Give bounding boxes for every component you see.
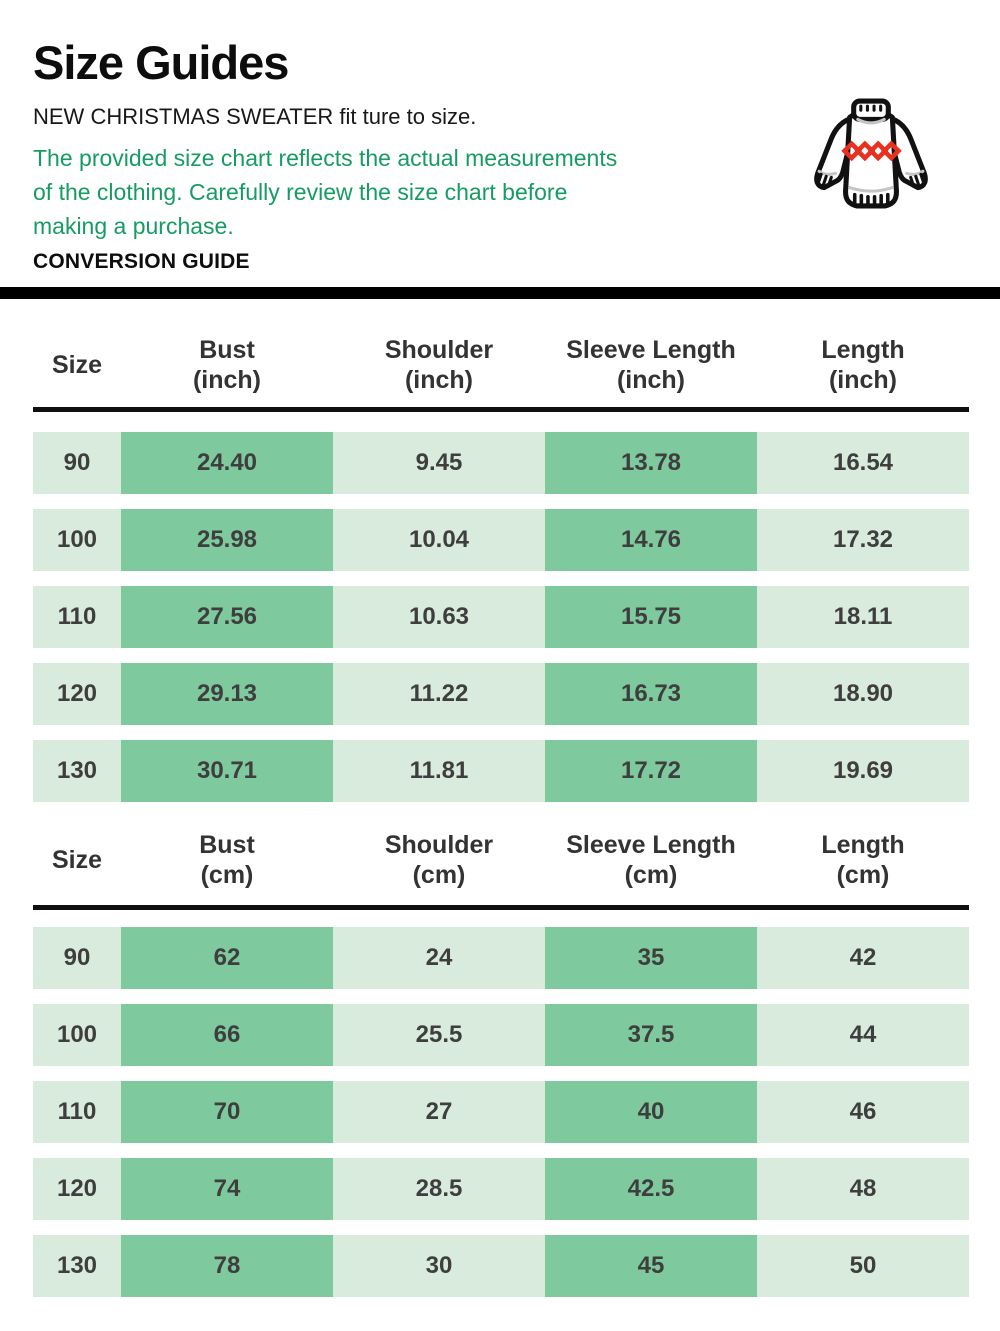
shoulder-cell: 27 [333,1081,545,1143]
header-underline [33,407,969,412]
table-row [33,663,969,725]
sleeve-length-cell: 15.75 [545,586,757,648]
thick-divider [0,287,1000,299]
shoulder-cell: 24 [333,927,545,989]
shoulder-cell: 10.04 [333,509,545,571]
size-cell: 90 [33,432,121,494]
size-table-inch [33,299,969,802]
shoulder-cell: 28.5 [333,1158,545,1220]
bust-cell: 66 [121,1004,333,1066]
length-cell: 18.11 [757,586,969,648]
length-cell: 42 [757,927,969,989]
christmas-sweater-icon [804,98,938,212]
column-header-sleeve-length: Sleeve Length (inch) [566,335,736,394]
sleeve-length-cell: 13.78 [545,432,757,494]
size-cell: 100 [33,1004,121,1066]
shoulder-cell: 11.81 [333,740,545,802]
table-row [33,927,969,989]
sleeve-length-cell: 45 [545,1235,757,1297]
size-cell: 130 [33,740,121,802]
column-header-size: Size [51,845,103,874]
bust-cell: 24.40 [121,432,333,494]
bust-cell: 27.56 [121,586,333,648]
size-cell: 120 [33,663,121,725]
sleeve-length-cell: 37.5 [545,1004,757,1066]
bust-cell: 25.98 [121,509,333,571]
table-row [33,740,969,802]
shoulder-cell: 25.5 [333,1004,545,1066]
bust-cell: 74 [121,1158,333,1220]
size-cell: 120 [33,1158,121,1220]
length-cell: 16.54 [757,432,969,494]
note-line: making a purchase. [33,212,234,239]
column-header-length: Length (inch) [821,335,905,394]
length-cell: 19.69 [757,740,969,802]
length-cell: 18.90 [757,663,969,725]
sleeve-length-cell: 17.72 [545,740,757,802]
shoulder-cell: 10.63 [333,586,545,648]
table-body [33,432,969,802]
note-line: The provided size chart reflects the actual measurements [33,144,618,171]
page-title: Size Guides [33,36,289,89]
bust-cell: 62 [121,927,333,989]
column-header-shoulder: Shoulder (inch) [384,335,494,394]
bust-cell: 30.71 [121,740,333,802]
table-header-row [33,802,969,892]
table-row [33,1158,969,1220]
column-header-bust: Bust (cm) [199,830,255,889]
table-header-row [33,299,969,397]
size-cell: 110 [33,586,121,648]
sleeve-length-cell: 14.76 [545,509,757,571]
fit-subtitle: NEW CHRISTMAS SWEATER fit ture to size. [33,103,477,129]
sleeve-length-cell: 35 [545,927,757,989]
length-cell: 46 [757,1081,969,1143]
size-table-cm [33,802,969,1297]
shoulder-cell: 11.22 [333,663,545,725]
size-cell: 110 [33,1081,121,1143]
sleeve-length-cell: 40 [545,1081,757,1143]
length-cell: 44 [757,1004,969,1066]
table-row [33,586,969,648]
shoulder-cell: 9.45 [333,432,545,494]
size-cell: 90 [33,927,121,989]
sleeve-length-cell: 42.5 [545,1158,757,1220]
length-cell: 48 [757,1158,969,1220]
table-row [33,1081,969,1143]
length-cell: 17.32 [757,509,969,571]
conversion-guide-label: CONVERSION GUIDE [33,249,250,273]
bust-cell: 78 [121,1235,333,1297]
table-row [33,432,969,494]
table-row [33,1004,969,1066]
column-header-length: Length (cm) [821,830,905,889]
table-body [33,927,969,1297]
size-cell: 130 [33,1235,121,1297]
column-header-size: Size [51,350,103,379]
note-line: of the clothing. Carefully review the size chart before [33,178,568,205]
bust-cell: 70 [121,1081,333,1143]
length-cell: 50 [757,1235,969,1297]
bust-cell: 29.13 [121,663,333,725]
column-header-bust: Bust (inch) [192,335,262,394]
shoulder-cell: 30 [333,1235,545,1297]
table-row [33,1235,969,1297]
column-header-shoulder: Shoulder (cm) [384,830,494,889]
column-header-sleeve-length: Sleeve Length (cm) [566,830,736,889]
header-underline [33,905,969,910]
size-cell: 100 [33,509,121,571]
table-row [33,509,969,571]
sleeve-length-cell: 16.73 [545,663,757,725]
